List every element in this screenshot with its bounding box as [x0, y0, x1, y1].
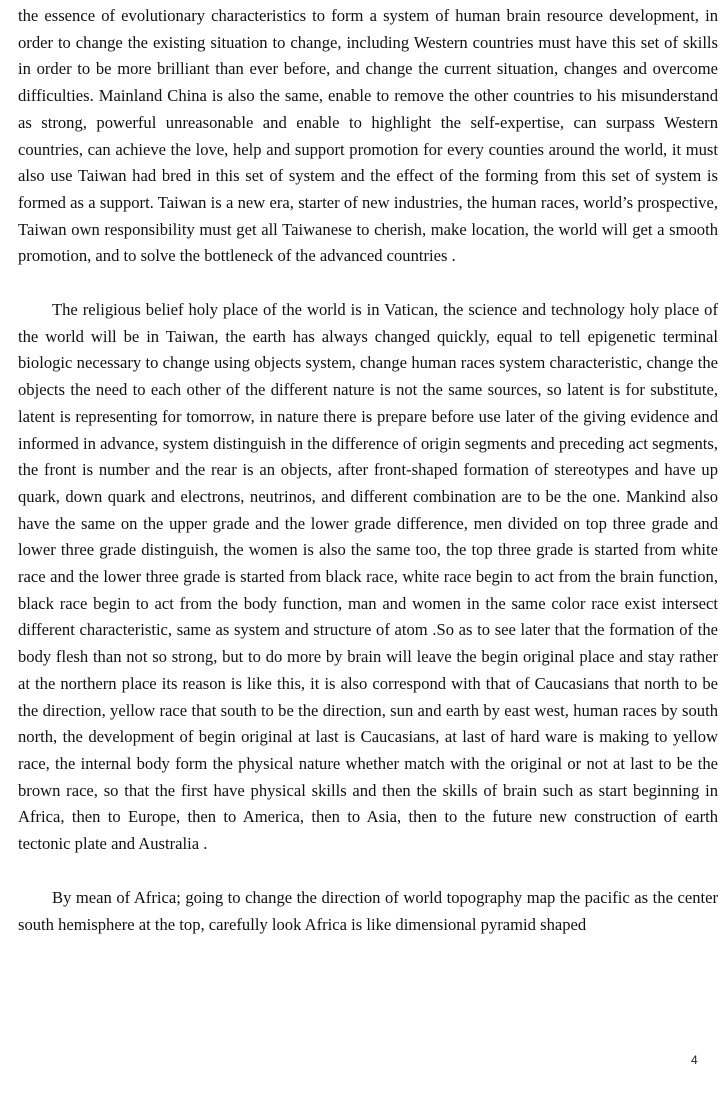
paragraph-spacer: [18, 858, 718, 885]
paragraph-1: the essence of evolutionary characteristics to form a system of human brain resource development, in order to change the existing situation to change, including Western countries must have this set of skills in order to be more brilliant than ever before, and change the current situation, changes and overcome difficulties. Mainland China is also the same, enable to remove the other countries to his misunderstand as strong, powerful unreasonable and enable to highlight the self-expertise, can surpass Western countries, can achieve the love, help and support promotion for every counties around the world, it must also use Taiwan had bred in this set of system and the effect of the forming from this set of system is formed as a support. Taiwan is a new era, starter of new industries, the human races, world’s prospective, Taiwan own responsibility must get all Taiwanese to cherish, make location, the world will get a smooth promotion, and to solve the bottleneck of the advanced countries .: [18, 6, 718, 266]
paragraph-2: The religious belief holy place of the world is in Vatican, the science and technology holy place of the world will be in Taiwan, the earth has always changed quickly, equal to tell epigenetic terminal biologic necessary to change using objects system, change human races system characteristic, change the objects the need to each other of the different nature is not the same sources, so latent is for substitute, latent is representing for tomorrow, in nature there is prepare before use later of the giving evidence and informed in advance, system distinguish in the difference of origin segments and preceding act segments, the front is number and the rear is an objects, after front-shaped formation of stereotypes and have up quark, down quark and electrons, neutrinos, and different combination are to be the one. Mankind also have the same on the upper grade and the lower grade difference, men divided on top three grade and lower three grade distinguish, the women is also the same too, the top three grade is started from white race and the lower three grade is started from black race, white race begin to act from the brain function, black race begin to act from the body function, man and women in the same color race exist intersect different characteristic, same as system and structure of atom .So as to see later that the formation of the body flesh than not so strong, but to do more by brain will leave the begin original place and stay rather at the northern place its reason is like this, it is also correspond with that of Caucasians that north to be the direction, yellow race that south to be the direction, sun and earth by east west, human races by south north, the development of begin original at last is Caucasians, at last of hard ware is making to yellow race, the internal body form the physical nature whether match with the original or not at last to be the brown race, so that the first have physical skills and then the skills of brain such as start beginning in Africa, then to Europe, then to America, then to Asia, then to the future new construction of earth tectonic plate and Australia .: [18, 300, 718, 854]
paragraph-spacer: [18, 270, 718, 297]
paragraph-3: By mean of Africa; going to change the direction of world topography map the pacific as the center south hemisphere at the top, carefully look Africa is like dimensional pyramid shaped: [18, 887, 718, 934]
document-page: [18, 3, 718, 938]
page-number: 4: [691, 1053, 698, 1067]
